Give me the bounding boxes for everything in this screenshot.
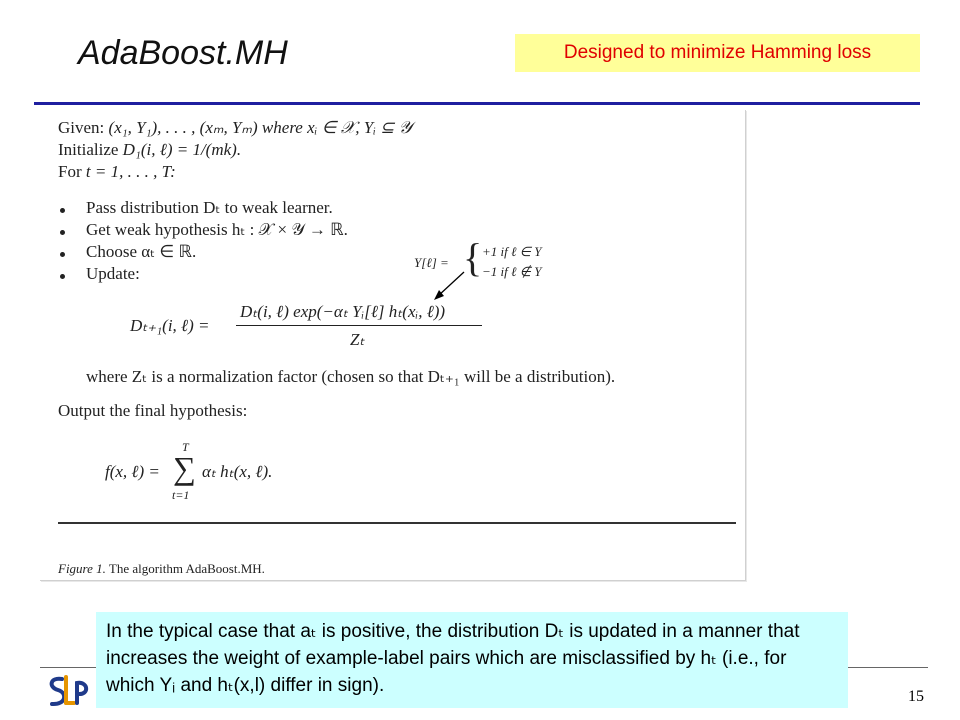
algorithm-figure — [40, 110, 746, 581]
y-label-case-negative: −1 if ℓ ∉ Y — [482, 264, 542, 279]
initialize-math: D₁(i, ℓ) = 1/(mk). — [122, 140, 242, 159]
final-rhs: αₜ hₜ(x, ℓ). — [202, 462, 273, 481]
brace-glyph: { — [463, 235, 483, 280]
final-lhs: f(x, ℓ) = — [105, 462, 160, 481]
for-math: t = 1, . . . , T: — [85, 162, 176, 181]
update-numerator: Dₜ(i, ℓ) exp(−αₜ Yᵢ[ℓ] hₜ(xᵢ, ℓ)) — [240, 302, 446, 321]
explanation-note: In the typical case that aₜ is positive, the distribution Dₜ is updated in a manner that increases the weight of example-label pairs which are misclassified by hₜ (i.e., for which Yᵢ and hₜ(x,l) differ in sign). — [96, 612, 848, 708]
initialize-label: Initialize — [58, 140, 119, 159]
output-text: Output the final hypothesis: — [58, 401, 248, 420]
for-label: For — [58, 162, 82, 181]
y-label-definition-lhs: Y[ℓ] = — [414, 255, 449, 270]
bullet-item: Choose αₜ ∈ ℝ. — [86, 242, 197, 261]
update-lhs: Dₜ₊₁(i, ℓ) = — [130, 316, 210, 335]
initialize-line — [58, 140, 241, 160]
caption-text: The algorithm AdaBoost.MH. — [108, 561, 265, 576]
bullet-dot — [60, 252, 65, 257]
bullet-dot — [60, 230, 65, 235]
for-line — [58, 162, 176, 182]
y-label-case-positive: +1 if ℓ ∈ Y — [482, 244, 542, 259]
fraction-bar — [236, 325, 482, 326]
sum-upper-limit: T — [182, 440, 189, 454]
bullet-item: Update: — [86, 264, 140, 283]
update-denominator: Zₜ — [350, 330, 365, 349]
annotation-arrow — [430, 270, 470, 302]
page-number: 15 — [908, 688, 924, 705]
bullet-item: Get weak hypothesis hₜ : 𝒳 × 𝒴 → ℝ. — [86, 220, 348, 239]
bullet-dot — [60, 274, 65, 279]
sum-lower-limit: t=1 — [172, 488, 190, 502]
figure-caption — [58, 561, 265, 577]
slide-title: AdaBoost.MH — [78, 34, 288, 72]
where-text: where Zₜ is a normalization factor (chosen so that Dₜ₊₁ will be a distribution). — [86, 367, 616, 386]
caption-label: Figure 1. — [58, 561, 106, 576]
given-label: Given: — [58, 118, 105, 137]
given-math: (x₁, Y₁), . . . , (xₘ, Yₘ) where xᵢ ∈ 𝒳, Yᵢ ⊆ 𝒴 — [108, 118, 412, 137]
figure-bottom-rule — [58, 522, 736, 524]
title-divider — [34, 102, 920, 105]
bullet-dot — [60, 208, 65, 213]
hamming-loss-callout: Designed to minimize Hamming loss — [515, 34, 920, 72]
summation-glyph: ∑ — [173, 450, 196, 486]
slp-logo-icon — [44, 673, 92, 709]
given-line — [58, 118, 412, 138]
bullet-item: Pass distribution Dₜ to weak learner. — [86, 198, 333, 217]
